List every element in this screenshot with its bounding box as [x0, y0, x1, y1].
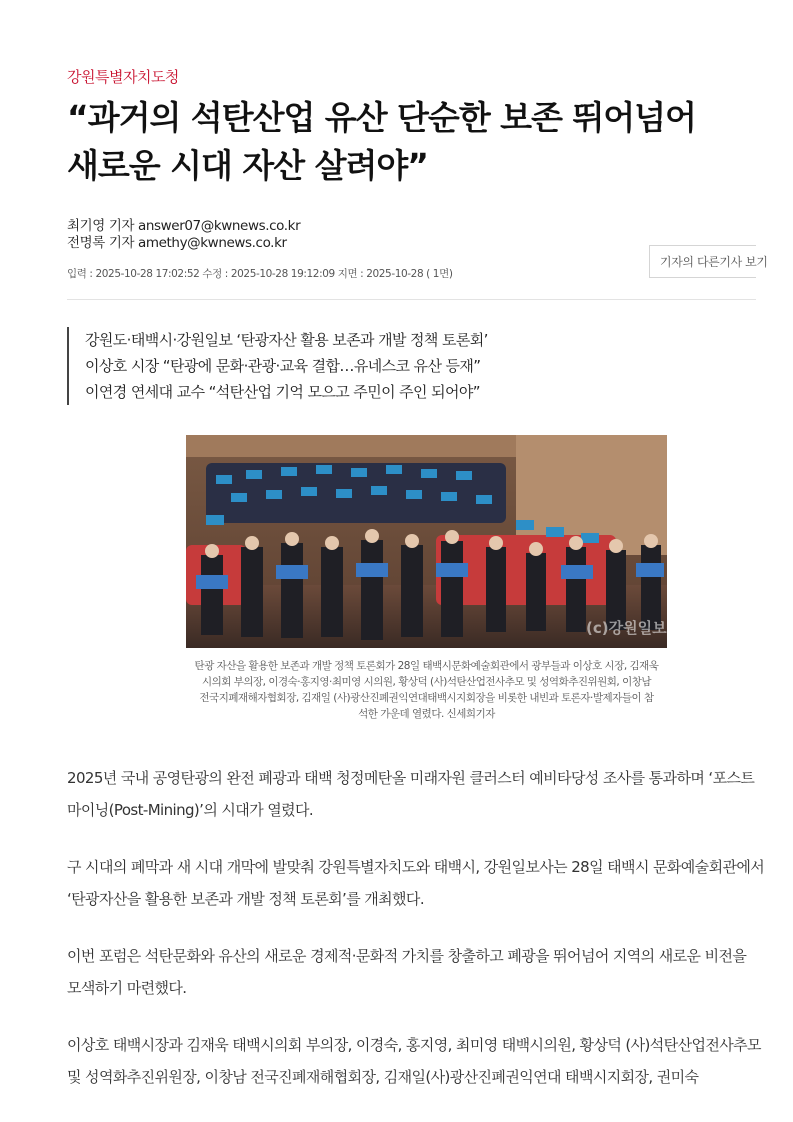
headline-line-1: “과거의 석탄산업 유산 단순한 보존 뛰어넘어	[67, 98, 696, 137]
paragraph-line: 및 성역화추진위원장, 이창남 전국진폐재해협회장, 김재일(사)광산진폐권익연대 태백시지회장, 권미숙	[67, 1068, 699, 1086]
byline	[67, 218, 300, 252]
article-body	[67, 762, 765, 1118]
article-photo	[186, 435, 667, 648]
article-summary	[67, 327, 488, 405]
paragraph-line: 모색하기 마련했다.	[67, 979, 187, 997]
paragraph-line: ‘탄광자산을 활용한 보존과 개발 정책 토론회’를 개최했다.	[67, 890, 424, 908]
paragraph	[67, 1029, 761, 1093]
photo-caption	[190, 658, 663, 722]
summary-line-1: 강원도·태백시·강원일보 ‘탄광자산 활용 보존과 개발 정책 토론회’	[85, 331, 488, 349]
paragraph	[67, 851, 765, 915]
other-articles-button[interactable]: 기자의 다른기사 보기	[649, 245, 756, 278]
paragraph	[67, 762, 756, 826]
paragraph-line: 2025년 국내 공영탄광의 완전 폐광과 태백 청정메탄올 미래자원 클러스터 예비타당성 조사를 통과하며 ‘포스트	[67, 769, 755, 787]
header-divider	[67, 299, 756, 300]
caption-line-4: 석한 가운데 열렸다. 신세희기자	[358, 708, 495, 720]
caption-line-2: 시의회 부의장, 이경숙·홍지영·최미영 시의원, 황상덕 (사)석탄산업전사추모 및 성역화추진위원회, 이창남	[201, 676, 652, 688]
section-link[interactable]: 강원특별자치도청	[67, 68, 179, 86]
caption-line-3: 전국지폐재해자협회장, 김재일 (사)광산진폐권익연대태백시지회장을 비롯한 내빈과 토론자·발제자들이 참	[199, 692, 654, 704]
caption-line-1: 탄광 자산을 활용한 보존과 개발 정책 토론회가 28일 태백시문화예술회관에서 광부들과 이상호 시장, 김재욱	[194, 660, 659, 672]
summary-line-3: 이연경 연세대 교수 “석탄산업 기억 모으고 주민이 주인 되어야”	[85, 383, 480, 401]
article-headline	[67, 94, 756, 194]
byline-reporter-2[interactable]: 전명록 기자 amethy@kwnews.co.kr	[67, 235, 287, 251]
paragraph-line: 구 시대의 폐막과 새 시대 개막에 발맞춰 강원특별자치도와 태백시, 강원일보사는 28일 태백시 문화예술회관에서	[67, 858, 765, 876]
byline-reporter-1[interactable]: 최기영 기자 answer07@kwnews.co.kr	[67, 218, 301, 234]
paragraph-line: 마이닝(Post-Mining)’의 시대가 열렸다.	[67, 801, 314, 819]
paragraph	[67, 940, 756, 1004]
paragraph-line: 이상호 태백시장과 김재욱 태백시의회 부의장, 이경숙, 홍지영, 최미영 태백시의원, 황상덕 (사)석탄산업전사추모	[67, 1036, 761, 1054]
paragraph-line: 이번 포럼은 석탄문화와 유산의 새로운 경제적·문화적 가치를 창출하고 폐광을 뛰어넘어 지역의 새로운 비전을	[67, 947, 747, 965]
summary-line-2: 이상호 시장 “탄광에 문화·관광·교육 결합…유네스코 유산 등재”	[85, 357, 481, 375]
publish-dates: 입력 : 2025-10-28 17:02:52 수정 : 2025-10-28 19:12:09 지면 : 2025-10-28 ( 1면)	[67, 268, 453, 280]
photo-watermark: (c)강원일보	[586, 619, 667, 637]
headline-line-2: 새로운 시대 자산 살려야”	[67, 146, 428, 185]
